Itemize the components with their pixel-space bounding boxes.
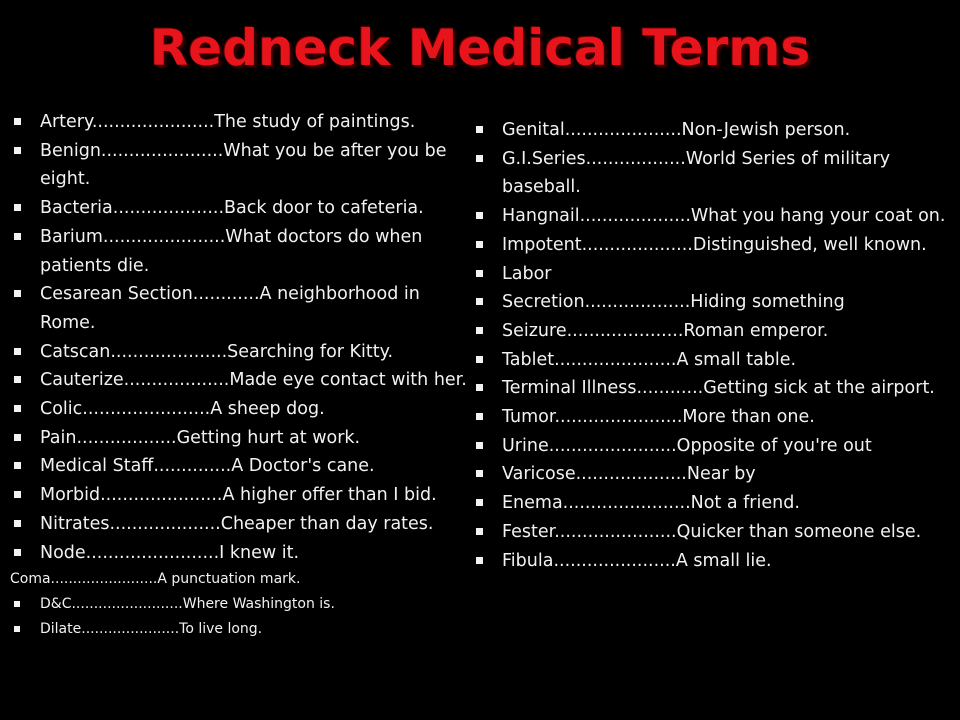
term-text: Fester......................Quicker than someone else. (502, 521, 922, 542)
square-bullet-icon (14, 601, 20, 607)
square-bullet-icon (14, 290, 21, 297)
term-item (10, 567, 472, 592)
square-bullet-icon (476, 470, 483, 477)
term-item (10, 539, 472, 568)
term-item (472, 547, 950, 576)
square-bullet-icon (476, 528, 483, 535)
term-text: Enema.......................Not a friend. (502, 493, 800, 514)
left-terms-list (10, 108, 472, 642)
term-text: Medical Staff..............A Doctor's cane. (40, 456, 375, 477)
term-text: Tablet......................A small table. (502, 349, 797, 370)
square-bullet-icon (14, 405, 21, 412)
square-bullet-icon (14, 549, 21, 556)
term-item (10, 592, 472, 617)
square-bullet-icon (14, 491, 21, 498)
term-item (10, 194, 472, 223)
square-bullet-icon (476, 270, 483, 277)
square-bullet-icon (476, 212, 483, 219)
term-item (10, 395, 472, 424)
square-bullet-icon (14, 462, 21, 469)
term-text: Tumor.......................More than one. (502, 407, 815, 428)
term-text: Seizure.....................Roman emperor. (502, 320, 829, 341)
term-text: Fibula......................A small lie. (502, 550, 772, 571)
term-text: Varicose....................Near by (502, 464, 756, 485)
term-item (472, 374, 950, 403)
term-item (472, 145, 950, 202)
term-text: Impotent....................Distinguished, well known. (502, 234, 927, 255)
right-terms-list (472, 116, 950, 575)
term-text: G.I.Series..................World Series of military baseball. (502, 148, 891, 198)
square-bullet-icon (14, 118, 21, 125)
term-text: Secretion...................Hiding something (502, 292, 845, 313)
term-item (472, 202, 950, 231)
square-bullet-icon (14, 434, 21, 441)
term-item (472, 460, 950, 489)
term-item (10, 617, 472, 642)
term-text: Terminal Illness............Getting sick at the airport. (502, 378, 935, 399)
square-bullet-icon (476, 384, 483, 391)
term-text: Barium......................What doctors do when patients die. (40, 226, 423, 276)
square-bullet-icon (476, 155, 483, 162)
square-bullet-icon (476, 298, 483, 305)
square-bullet-icon (476, 126, 483, 133)
term-text: Nitrates....................Cheaper than day rates. (40, 513, 434, 534)
term-item (472, 317, 950, 346)
square-bullet-icon (14, 204, 21, 211)
term-item (10, 108, 472, 137)
term-item (10, 424, 472, 453)
term-item (10, 137, 472, 194)
term-text: Genital.....................Non-Jewish person. (502, 120, 851, 140)
term-text: Artery......................The study of paintings. (40, 112, 416, 132)
square-bullet-icon (14, 233, 21, 240)
term-item (472, 403, 950, 432)
term-item (472, 260, 950, 289)
square-bullet-icon (14, 376, 21, 383)
term-text: Dilate......................To live long. (40, 621, 263, 638)
term-item (10, 452, 472, 481)
square-bullet-icon (14, 147, 21, 154)
term-text: Cesarean Section............A neighborhood in Rome. (40, 284, 420, 333)
term-item (472, 288, 950, 317)
square-bullet-icon (14, 520, 21, 527)
term-text: Node........................I knew it. (40, 542, 300, 563)
term-text: Colic.......................A sheep dog. (40, 399, 325, 420)
term-text: Coma........................A punctuation mark. (10, 571, 301, 588)
square-bullet-icon (476, 356, 483, 363)
term-item (10, 366, 472, 395)
term-text: Bacteria....................Back door to cafeteria. (40, 198, 424, 219)
term-text: Catscan.....................Searching for Kitty. (40, 341, 394, 362)
square-bullet-icon (476, 442, 483, 449)
term-text: Pain..................Getting hurt at work. (40, 427, 361, 448)
term-item (10, 481, 472, 510)
term-text: Urine.......................Opposite of you're out (502, 435, 872, 456)
term-item (472, 489, 950, 518)
term-text: Benign......................What you be after you be eight. (40, 140, 447, 190)
term-text: D&C.........................Where Washington is. (40, 596, 335, 613)
term-item (472, 346, 950, 375)
square-bullet-icon (476, 413, 483, 420)
square-bullet-icon (476, 327, 483, 334)
term-item (10, 338, 472, 367)
square-bullet-icon (14, 626, 20, 632)
term-item (10, 280, 472, 337)
term-item (472, 432, 950, 461)
square-bullet-icon (476, 557, 483, 564)
term-text: Hangnail....................What you hang your coat on. (502, 206, 946, 227)
square-bullet-icon (14, 348, 21, 355)
term-item (10, 223, 472, 280)
term-text: Cauterize...................Made eye contact with her. (40, 370, 467, 391)
term-item (472, 116, 950, 145)
term-item (10, 510, 472, 539)
square-bullet-icon (476, 499, 483, 506)
page-title: Redneck Medical Terms (149, 19, 811, 77)
square-bullet-icon (476, 241, 483, 248)
term-item (472, 231, 950, 260)
term-text: Morbid......................A higher offer than I bid. (40, 485, 437, 506)
term-item (472, 518, 950, 547)
term-text: Labor (502, 263, 552, 284)
